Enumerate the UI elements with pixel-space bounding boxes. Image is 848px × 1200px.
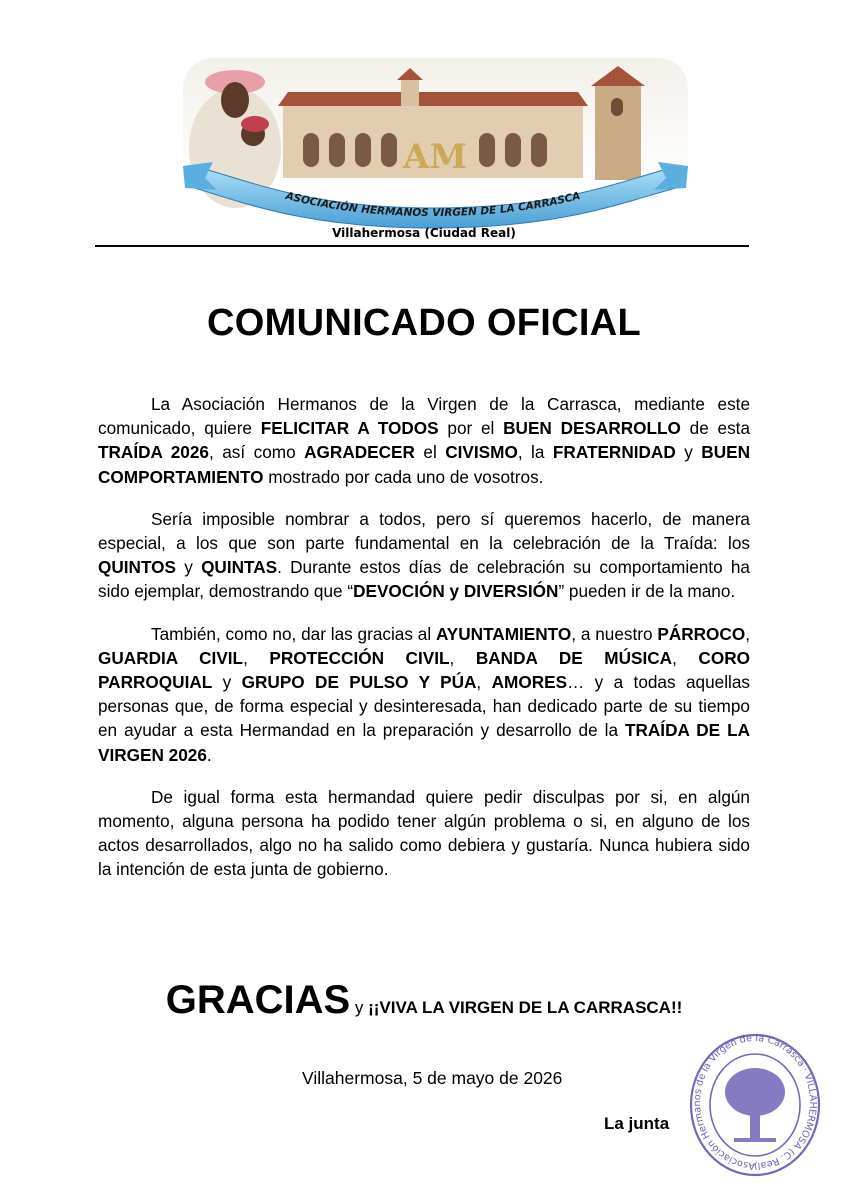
- viva-text: ¡¡VIVA LA VIRGEN DE LA CARRASCA!!: [368, 998, 683, 1017]
- stamp-tree-icon: [725, 1068, 785, 1142]
- paragraph-1: [98, 392, 750, 489]
- text-run: De igual forma esta hermandad quiere pedir disculpas por si, en algún momento, alguna persona ha podido tener algún problema o si, en alguno de los actos desarrollados, algo no ha salido como debiera y gustaría. Nunca hubiera sido la intención de esta junta de gobierno.: [98, 786, 750, 880]
- bold-run: AYUNTAMIENTO: [435, 623, 572, 644]
- text-run: de esta: [680, 418, 751, 439]
- text-run: mostrado por cada uno de vosotros.: [263, 466, 544, 487]
- bold-run: FRATERNIDAD: [552, 442, 676, 463]
- bold-run: TRAÍDA 2026: [98, 442, 209, 463]
- text-run: por el: [438, 418, 504, 439]
- stamp-ring-textpath: Asociación Hermanos de la Virgen de la Carrasca · VILLAHERMOSA (C. Real): [692, 1032, 819, 1172]
- text-run: También, como no, dar las gracias al: [151, 623, 436, 644]
- bold-run: BUEN DESARROLLO: [503, 418, 681, 439]
- banner-ribbon-textpath: ASOCIACIÓN HERMANOS VIRGEN DE LA CARRASCA: [284, 189, 582, 220]
- bold-run: QUINTOS: [98, 557, 176, 578]
- stamp-seal: [686, 1030, 824, 1180]
- paragraph-4: [98, 785, 750, 882]
- closing-connector: y: [350, 998, 369, 1017]
- date-line: Villahermosa, 5 de mayo de 2026: [302, 1068, 563, 1088]
- bold-run: AMORES: [491, 672, 568, 693]
- bold-run: PÁRROCO: [657, 623, 746, 644]
- header-banner: [183, 58, 688, 238]
- page-title: COMUNICADO OFICIAL: [207, 302, 641, 344]
- banner-image: [183, 58, 688, 238]
- text-run: ,: [449, 647, 476, 668]
- closing-line: [0, 978, 848, 1023]
- bold-run: GUARDIA CIVIL: [98, 647, 244, 668]
- header-divider: [95, 245, 749, 247]
- header-subtitle: Villahermosa (Ciudad Real): [332, 226, 516, 240]
- bold-run: QUINTAS: [201, 557, 278, 578]
- bold-run: CORO PARROQUIAL: [98, 647, 750, 693]
- text-run: . Durante estos días de celebración su comportamiento ha sido ejemplar, demostrando que “: [98, 557, 750, 602]
- official-stamp: [686, 1030, 824, 1180]
- text-run: , a nuestro: [571, 623, 658, 644]
- svg-text:AM: AM: [402, 137, 468, 177]
- text-run: La Asociación Hermanos de la Virgen de la Carrasca, mediante este comunicado, quiere: [98, 394, 750, 439]
- text-run: ” pueden ir de la mano.: [558, 581, 736, 602]
- text-run: y: [176, 557, 202, 578]
- bold-run: PROTECCIÓN CIVIL: [269, 647, 450, 668]
- text-run: ,: [745, 623, 750, 644]
- text-run: .: [206, 744, 212, 765]
- text-run: ,: [672, 647, 699, 668]
- bold-run: AGRADECER: [304, 442, 415, 463]
- signature: La junta: [604, 1114, 670, 1133]
- text-run: ,: [243, 647, 270, 668]
- text-run: y: [675, 442, 702, 463]
- text-run: … y a todas aquellas personas que, de forma especial y desinteresada, han dedicado parte de su tiempo en ayudar a esta Hermandad en la preparación y desarrollo de la: [98, 672, 750, 741]
- text-run: Sería imposible nombrar a todos, pero sí queremos hacerlo, de manera especial, a los que son parte fundamental en la celebración de la Traída: los: [98, 508, 750, 554]
- paragraph-2: [98, 507, 750, 604]
- text-run: , la: [517, 442, 553, 463]
- gracias-text: GRACIAS: [165, 978, 351, 1022]
- bold-run: CIVISMO: [445, 442, 518, 463]
- text-run: y: [212, 672, 242, 693]
- text-run: , así como: [209, 442, 305, 463]
- text-run: el: [414, 442, 446, 463]
- text-run: ,: [476, 672, 492, 693]
- bold-run: DEVOCIÓN y DIVERSIÓN: [353, 581, 559, 602]
- bold-run: FELICITAR A TODOS: [260, 418, 439, 439]
- bold-run: TRAÍDA DE LA VIRGEN 2026: [98, 720, 750, 765]
- bold-run: GRUPO DE PULSO Y PÚA: [241, 672, 477, 693]
- paragraph-3: [98, 622, 750, 767]
- bold-run: BUEN COMPORTAMIENTO: [98, 442, 750, 487]
- bold-run: BANDA DE MÚSICA: [475, 647, 673, 668]
- body-text: [98, 392, 750, 900]
